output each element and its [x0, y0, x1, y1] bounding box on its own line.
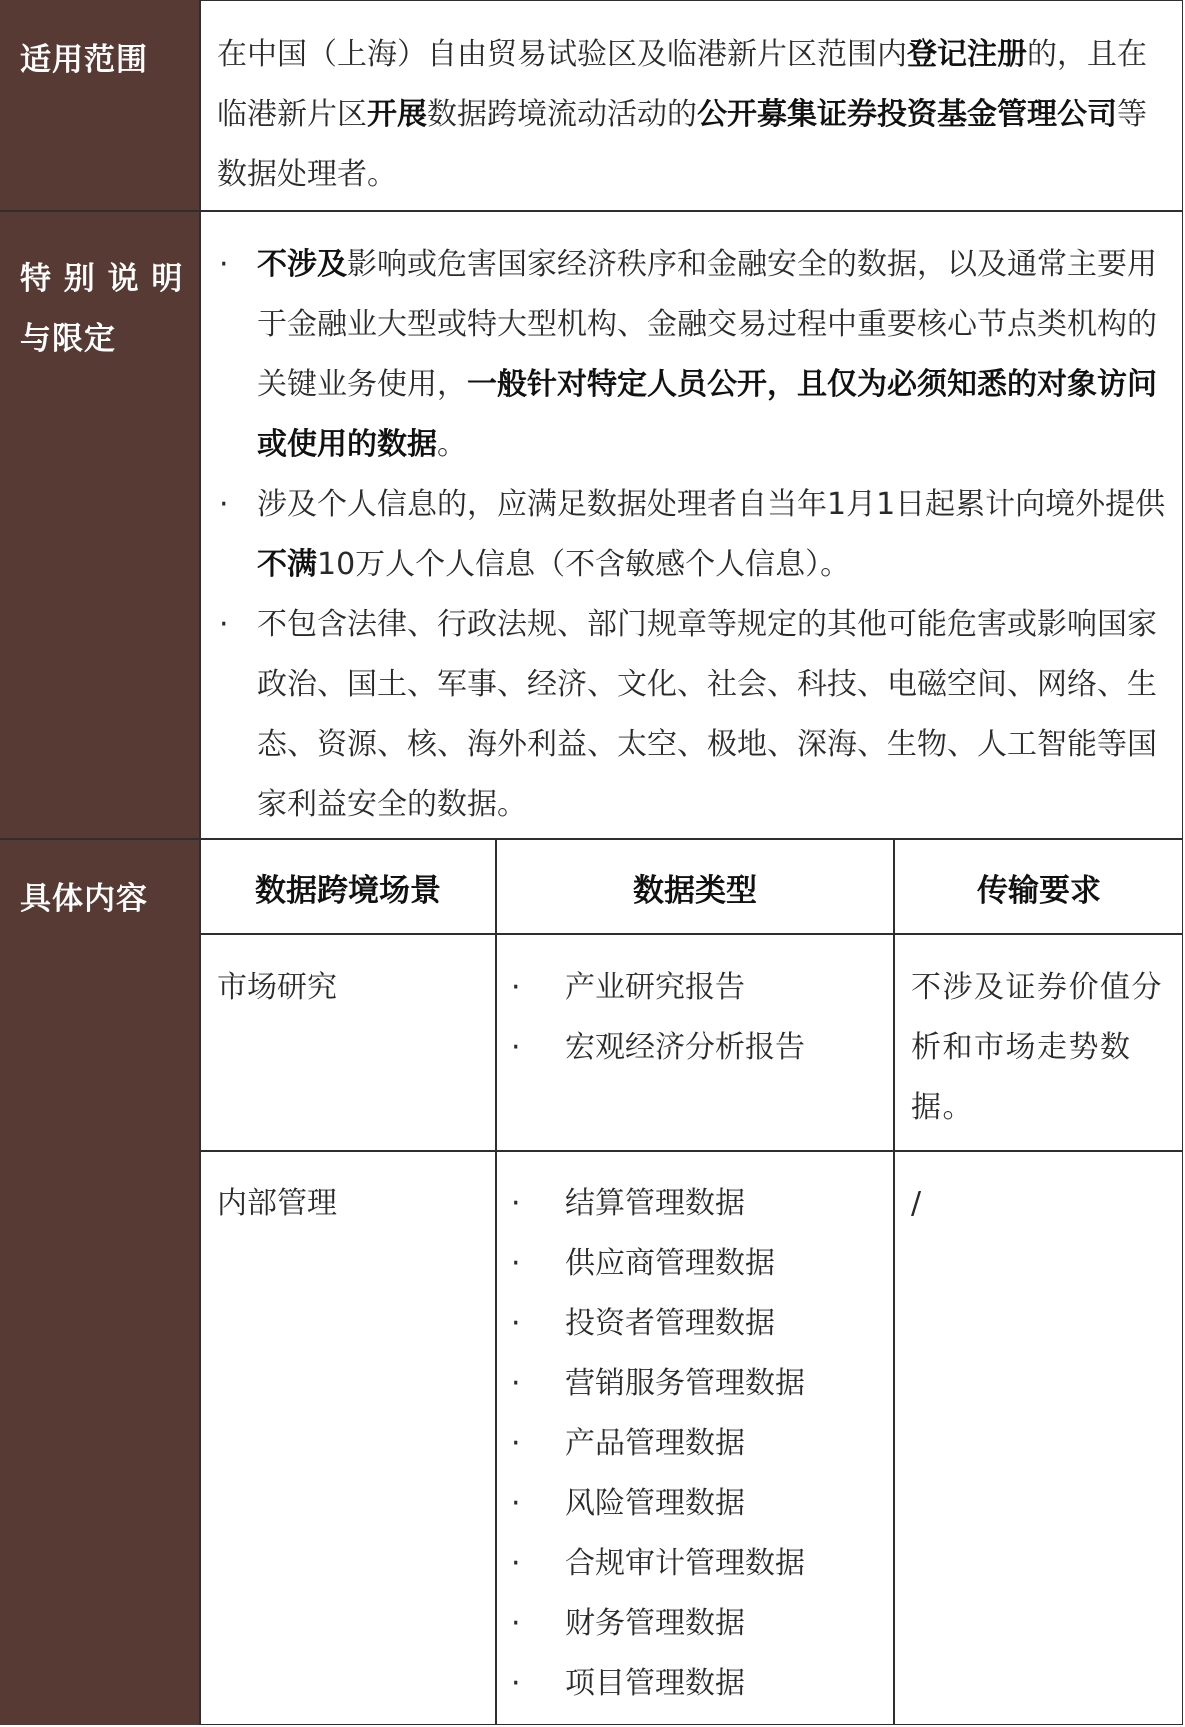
data-type-list [497, 958, 887, 1078]
bullet-dot-icon: · [511, 1306, 521, 1341]
text-segment: 数据跨境流动活动的 [427, 97, 697, 132]
row-divider [199, 1150, 1183, 1152]
data-type-label: 项目管理数据 [565, 1666, 745, 1701]
text-segment: 。 [437, 427, 467, 462]
data-type-list [497, 1174, 887, 1714]
list-item-text [257, 475, 1171, 595]
bullet-dot-icon: · [511, 970, 521, 1005]
label-special-notes-line2: 与限定 [20, 321, 116, 357]
column-divider [893, 839, 895, 1725]
data-type-label: 宏观经济分析报告 [565, 1030, 805, 1065]
list-item [497, 1594, 887, 1654]
list-item [497, 1018, 887, 1078]
special-notes-list [199, 235, 1171, 835]
text-segment: 的， [1027, 37, 1087, 72]
scope-text [217, 25, 1172, 205]
bold-text: 一般针对特定人员公开，且仅为必须知悉的对象访问或使用的数据 [257, 367, 1157, 462]
data-type-label: 风险管理数据 [565, 1486, 745, 1521]
list-item [199, 595, 1171, 835]
text-segment: 涉及个人信息的，应满足数据处理者自当年1月1日起累计向境外提供 [257, 487, 1166, 522]
label-special-notes [0, 211, 199, 839]
label-specific-content: 具体内容 [0, 839, 199, 1725]
bullet-dot-icon: · [511, 1606, 521, 1641]
text-segment: 且在临港新片区 [217, 37, 1147, 132]
data-type-label: 供应商管理数据 [565, 1246, 775, 1281]
list-item-text [257, 235, 1171, 475]
scenario-market-research: 市场研究 [217, 970, 337, 1005]
header-data-type: 数据类型 [633, 872, 757, 909]
requirement-market-research: 不涉及证券价值分析和市场走势数据。 [911, 970, 1163, 1125]
data-type-label: 营销服务管理数据 [565, 1366, 805, 1401]
text-segment: 在中国（上海）自由贸易试验区及临港新片区范围内 [217, 37, 907, 72]
text-segment: 不包含法律、行政法规、部门规章等规定的其他可能危害或影响国家政治、国土、军事、经济、文化、社会、科技、电磁空间、网络、生态、资源、核、海外利益、太空、极地、深海、生物、人工智能等国家利益安全的数据。 [257, 607, 1157, 822]
scenario-internal-management: 内部管理 [217, 1186, 337, 1221]
text-segment: 影响或危害国家经济秩序和金融安全的数据，以及通常主要用于金融业大型或特大型机构、金融交易过程中重要核心节点类机构的关键业务使用， [257, 247, 1157, 402]
bullet-dot-icon: · [219, 487, 229, 522]
data-type-label: 投资者管理数据 [565, 1306, 775, 1341]
list-item [199, 475, 1171, 595]
data-type-label: 产品管理数据 [565, 1426, 745, 1461]
bullet-dot-icon: · [511, 1666, 521, 1701]
bullet-dot-icon: · [219, 607, 229, 642]
header-transfer-requirement: 传输要求 [977, 872, 1101, 909]
row-divider [0, 210, 1183, 212]
label-scope: 适用范围 [0, 0, 199, 211]
list-item-text [257, 595, 1171, 835]
bullet-dot-icon: · [511, 1246, 521, 1281]
list-item [497, 1414, 887, 1474]
data-type-label: 结算管理数据 [565, 1186, 745, 1221]
bullet-dot-icon: · [511, 1186, 521, 1221]
list-item [497, 1174, 887, 1234]
list-item [497, 1234, 887, 1294]
bullet-dot-icon: · [219, 247, 229, 282]
list-item [497, 958, 887, 1018]
bullet-dot-icon: · [511, 1546, 521, 1581]
bullet-dot-icon: · [511, 1426, 521, 1461]
label-special-notes-line1: 特 别 说 明 [20, 261, 184, 297]
text-segment: 10万人个人信息（不含敏感个人信息）。 [317, 547, 851, 582]
list-item [497, 1654, 887, 1714]
bold-text: 公开募集证券投资基金管理公司 [697, 97, 1117, 132]
bold-text: 不满 [257, 547, 317, 582]
bullet-dot-icon: · [511, 1366, 521, 1401]
requirement-internal-management: / [911, 1186, 922, 1221]
bold-text: 不涉及 [257, 247, 347, 282]
bullet-dot-icon: · [511, 1486, 521, 1521]
bold-text: 登记注册 [907, 37, 1027, 72]
text-segment: 等数据处理者。 [217, 97, 1147, 192]
list-item [199, 235, 1171, 475]
bold-text: 开展 [367, 97, 427, 132]
data-type-label: 产业研究报告 [565, 970, 745, 1005]
list-item [497, 1354, 887, 1414]
list-item [497, 1474, 887, 1534]
list-item [497, 1534, 887, 1594]
list-item [497, 1294, 887, 1354]
data-type-label: 合规审计管理数据 [565, 1546, 805, 1581]
data-type-label: 财务管理数据 [565, 1606, 745, 1641]
header-scenario: 数据跨境场景 [255, 872, 441, 909]
bullet-dot-icon: · [511, 1030, 521, 1065]
